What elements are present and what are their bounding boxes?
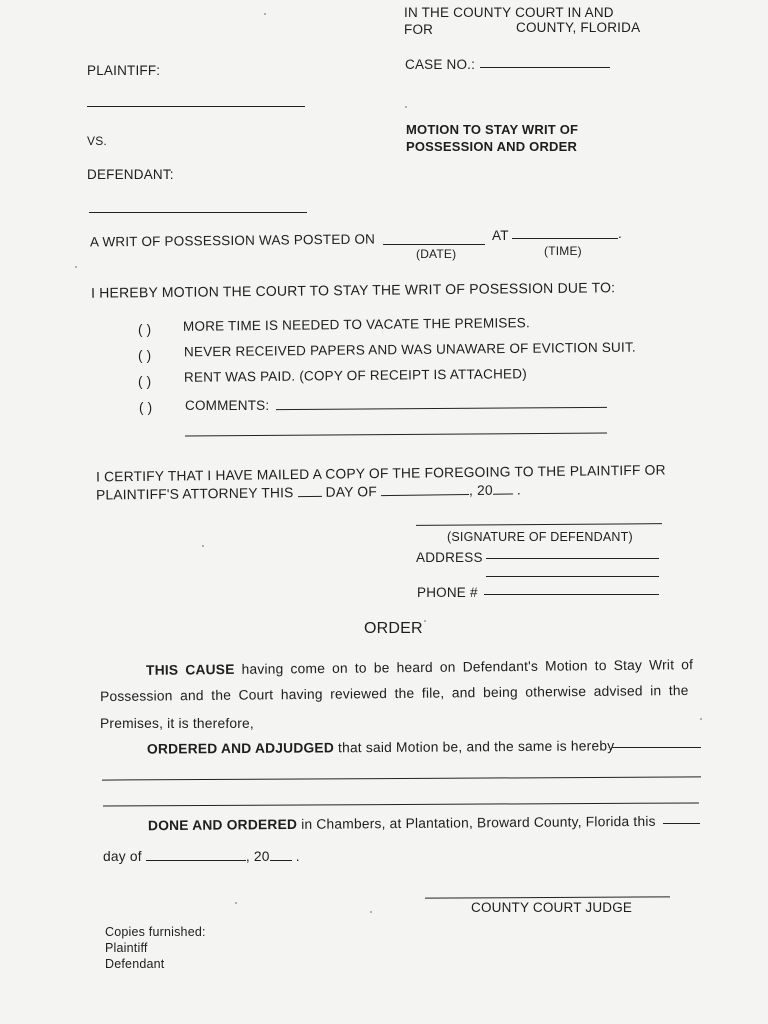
address-field-line1[interactable] <box>486 558 659 559</box>
defendant-name-field[interactable] <box>89 212 307 213</box>
ordered-adjudged-line <box>147 738 614 756</box>
certify-day-field[interactable] <box>297 484 321 497</box>
scan-speck <box>405 106 407 108</box>
court-heading-line1: IN THE COUNTY COURT IN AND <box>404 5 614 20</box>
day-of-year-field[interactable] <box>270 848 292 861</box>
comments-field-line1[interactable] <box>276 407 607 410</box>
option-1-label: MORE TIME IS NEEDED TO VACATE THE PREMISES. <box>182 315 530 334</box>
case-number-label: CASE NO.: <box>405 57 476 72</box>
this-cause-text: THIS CAUSE <box>145 661 235 678</box>
certify-day-of-text: DAY OF <box>325 484 377 500</box>
scan-speck <box>235 902 237 904</box>
defendant-label: DEFENDANT: <box>87 167 174 182</box>
motion-title-line1: MOTION TO STAY WRIT OF <box>406 122 579 137</box>
option-3-checkbox[interactable]: ( ) <box>138 374 152 389</box>
scan-speck <box>202 545 204 547</box>
court-heading-county: COUNTY, FLORIDA <box>516 20 641 35</box>
day-of-line <box>103 848 300 864</box>
day-of-month-field[interactable] <box>146 848 246 861</box>
ordered-ruling-field[interactable] <box>612 747 701 748</box>
day-of-text: day of <box>103 849 142 864</box>
copies-item-plaintiff: Plaintiff <box>105 941 148 955</box>
done-ordered-rest: in Chambers, at Plantation, Broward County, Florida this <box>301 813 656 832</box>
copies-item-defendant: Defendant <box>105 957 165 971</box>
phone-field[interactable] <box>484 594 659 595</box>
scan-speck <box>700 718 702 720</box>
signature-caption: (SIGNATURE OF DEFENDANT) <box>447 530 633 544</box>
case-number-field[interactable] <box>480 67 610 68</box>
writ-at-label: AT <box>492 228 509 243</box>
order-para1-line3: Premises, it is therefore, <box>100 716 254 731</box>
writ-period: . <box>618 226 622 241</box>
writ-posted-text: A WRIT OF POSSESSION WAS POSTED ON <box>89 231 376 250</box>
writ-time-field[interactable] <box>512 238 618 239</box>
scan-speck <box>264 13 266 15</box>
option-4-label: COMMENTS: <box>185 398 270 413</box>
address-label: ADDRESS <box>416 550 483 565</box>
writ-date-field[interactable] <box>383 244 485 245</box>
plaintiff-name-field[interactable] <box>87 106 305 107</box>
ordered-ruling-line3[interactable] <box>103 802 699 806</box>
ordered-adjudged-rest: that said Motion be, and the same is hereby <box>337 738 615 756</box>
motion-intro-text: I HEREBY MOTION THE COURT TO STAY THE WRIT OF POSESSION DUE TO: <box>90 279 616 301</box>
defendant-signature-field[interactable] <box>416 523 662 526</box>
certify-line2 <box>96 481 521 502</box>
date-caption: (DATE) <box>416 247 457 261</box>
option-1-checkbox[interactable]: ( ) <box>138 322 152 337</box>
court-heading-for: FOR <box>404 22 434 37</box>
day-of-period: . <box>295 849 300 864</box>
done-ordered-text: DONE AND ORDERED <box>147 816 298 834</box>
scan-speck <box>75 266 77 268</box>
order-para1-line1 <box>146 657 693 678</box>
certify-period: . <box>516 482 521 498</box>
certify-attorney-text: PLAINTIFF'S ATTORNEY THIS <box>95 485 294 503</box>
judge-signature-field[interactable] <box>425 896 670 898</box>
order-para1-line2: Possession and the Court having reviewed the file, and being otherwise advised in the <box>99 682 689 705</box>
option-2-checkbox[interactable]: ( ) <box>138 348 152 363</box>
certify-line1: I CERTIFY THAT I HAVE MAILED A COPY OF THE FOREGOING TO THE PLAINTIFF OR <box>95 462 666 485</box>
order-heading: ORDER <box>364 620 423 637</box>
time-caption: (TIME) <box>544 244 582 258</box>
motion-title-line2: POSSESSION AND ORDER <box>406 139 578 154</box>
option-3-label: RENT WAS PAID. (COPY OF RECEIPT IS ATTACHED) <box>183 366 527 385</box>
ordered-adjudged-text: ORDERED AND ADJUDGED <box>146 740 335 757</box>
address-field-line2[interactable] <box>486 576 659 577</box>
option-4-checkbox[interactable]: ( ) <box>139 400 153 415</box>
phone-label: PHONE # <box>417 585 478 600</box>
certify-month-field[interactable] <box>381 482 469 496</box>
copies-heading: Copies furnished: <box>105 925 206 939</box>
done-day-field[interactable] <box>663 823 700 824</box>
scan-speck <box>424 620 426 622</box>
option-2-label: NEVER RECEIVED PAPERS AND WAS UNAWARE OF EVICTION SUIT. <box>183 339 636 360</box>
comments-field-line2[interactable] <box>185 433 607 437</box>
certify-year-prefix: , 20 <box>468 482 493 499</box>
day-of-year-prefix: , 20 <box>245 849 270 864</box>
versus-label: VS. <box>87 134 107 148</box>
judge-caption: COUNTY COURT JUDGE <box>471 900 633 915</box>
ordered-ruling-line2[interactable] <box>102 776 701 780</box>
done-ordered-line <box>148 814 656 833</box>
scan-speck <box>370 911 372 913</box>
order-para1-text: having come on to be heard on Defendant's Motion to Stay Writ of <box>241 657 694 677</box>
certify-year-field[interactable] <box>493 482 513 495</box>
plaintiff-label: PLAINTIFF: <box>87 63 161 78</box>
